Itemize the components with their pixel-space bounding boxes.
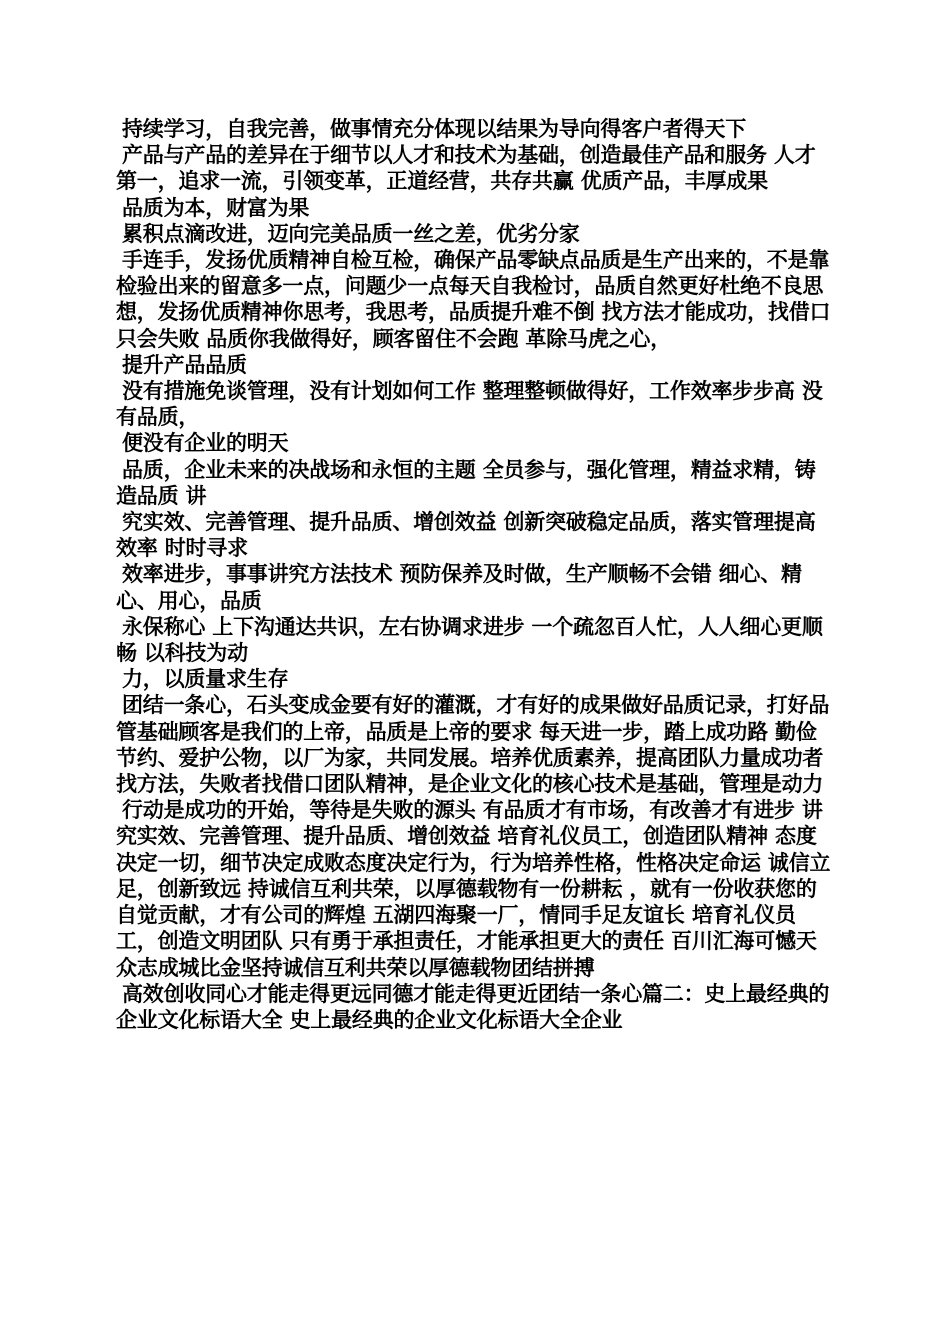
paragraph: 力，以质量求生存: [122, 667, 289, 692]
paragraph: 品质为本，财富为果: [122, 195, 310, 220]
paragraph: 团结一条心，石头变成金要有好的灌溉，才有好的成果做好品质记录，打好品管基础顾客是我们的上帝，品质是上帝的要求 每天进一步，踏上成功路 勤俭节约、爱护公物，以厂为家，共同发展。培养优质素养，提高团队力量成功者找方法，失败者找借口团队精神，是企业文化的核心技术是基础，管理是动力: [116, 693, 830, 797]
paragraph: 持续学习，自我完善，做事情充分体现以结果为导向得客户者得天下: [122, 117, 746, 141]
paragraph: 累积点滴改进，迈向完美品质一丝之差，优劣分家: [122, 221, 580, 246]
paragraph: 提升产品品质: [122, 352, 247, 377]
paragraph: 没有措施免谈管理，没有计划如何工作 整理整顿做得好，工作效率步步高 没有品质，: [116, 379, 823, 430]
paragraph: 便没有企业的明天: [122, 431, 289, 456]
paragraph: 产品与产品的差异在于细节以人才和技术为基础，创造最佳产品和服务 人才第一，追求一流，引领变革，正道经营，共存共赢 优质产品，丰厚成果: [116, 143, 816, 194]
paragraph: 效率进步，事事讲究方法技术 预防保养及时做，生产顺畅不会错 细心、精心、用心，品质: [116, 562, 802, 613]
document-body: [116, 116, 836, 1033]
paragraph: 永保称心 上下沟通达共识，左右协调求进步 一个疏忽百人忙，人人细心更顺畅 以科技为动: [116, 614, 823, 666]
paragraph: 高效创收同心才能走得更远同德才能走得更近团结一条心篇二：史上最经典的企业文化标语大全 史上最经典的企业文化标语大全企业: [116, 981, 830, 1032]
paragraph: 行动是成功的开始，等待是失败的源头 有品质才有市场，有改善才有进步 讲究实效、完善管理、提升品质、增创效益 培育礼仪员工，创造团队精神 态度决定一切，细节决定成败态度决定行为，行为培养性格，性格决定命运 诚信立足，创新致远 持诚信互利共荣，以厚德载物有一份耕耘 ，就有一份收获您的自觉贡献，才有公司的辉煌 五湖四海聚一厂，情同手足友谊长 培育礼仪员工，创造文明团队 只有勇于承担责任，才能承担更大的责任 百川汇海可憾天 众志成城比金坚持诚信互利共荣以厚德载物团结拼搏: [116, 798, 831, 980]
paragraph: 手连手，发扬优质精神自检互检，确保产品零缺点品质是生产出来的，不是靠检验出来的留意多一点，问题少一点每天自我检讨，品质自然更好杜绝不良思想，发扬优质精神你思考，我思考，品质提升难不倒 找方法才能成功，找借口只会失败 品质你我做得好，顾客留住不会跑 革除马虎之心，: [116, 248, 831, 351]
paragraph: 究实效、完善管理、提升品质、增创效益 创新突破稳定品质，落实管理提高效率 时时寻求: [116, 510, 816, 561]
paragraph: 品质，企业未来的决战场和永恒的主题 全员参与，强化管理，精益求精，铸造品质 讲: [116, 457, 816, 508]
